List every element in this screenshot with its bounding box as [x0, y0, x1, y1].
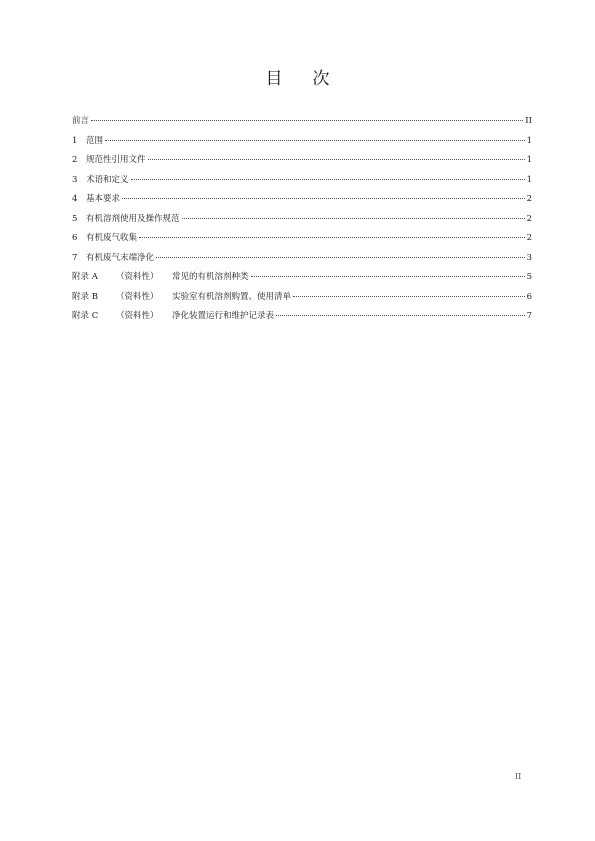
dot-leader: [276, 315, 525, 316]
toc-entry-3[interactable]: [72, 171, 532, 191]
toc-entry-page: 2: [526, 233, 532, 243]
toc-entry-number: 4: [72, 194, 78, 204]
toc-entry-number: 6: [72, 233, 78, 243]
toc-appendix-category: （资料性）: [116, 311, 159, 321]
toc-entry-number: 2: [72, 155, 78, 165]
toc-entry-1[interactable]: [72, 132, 532, 152]
toc-entry-4[interactable]: [72, 190, 532, 210]
toc-entry-label: 净化装置运行和维护记录表: [172, 311, 275, 321]
toc-entry-preface[interactable]: [72, 112, 532, 132]
dot-leader: [131, 179, 525, 180]
toc-entry-page: 5: [526, 272, 532, 282]
toc-entry-appendix-b[interactable]: [72, 288, 532, 308]
toc-entry-number: 3: [72, 174, 78, 185]
dot-leader: [122, 198, 525, 199]
table-of-contents: [72, 112, 532, 327]
toc-appendix-id: 附录 B: [72, 291, 98, 302]
toc-entry-page: 1: [526, 174, 532, 185]
dot-leader: [91, 120, 523, 121]
toc-entry-label: 基本要求: [86, 194, 121, 204]
toc-entry-page: 2: [526, 213, 532, 224]
toc-entry-label: 前言: [72, 116, 90, 126]
toc-entry-appendix-c[interactable]: [72, 307, 532, 327]
toc-entry-number: 7: [72, 252, 78, 263]
toc-appendix-id: 附录 A: [72, 272, 98, 282]
dot-leader: [293, 296, 525, 297]
toc-entry-5[interactable]: [72, 210, 532, 230]
toc-appendix-id: 附录 C: [72, 311, 99, 321]
dot-leader: [105, 140, 525, 141]
page-number: II: [515, 772, 522, 781]
toc-entry-appendix-a[interactable]: [72, 268, 532, 288]
dot-leader: [251, 276, 525, 277]
toc-entry-page: 1: [526, 135, 532, 146]
toc-entry-label: 范围: [86, 135, 104, 146]
toc-entry-label: 有机废气末端净化: [86, 252, 155, 263]
dot-leader: [139, 237, 525, 238]
toc-entry-label: 有机废气收集: [86, 233, 138, 243]
dot-leader: [156, 257, 525, 258]
toc-entry-label: 有机溶剂使用及操作规范: [86, 213, 180, 224]
toc-entry-number: 1: [72, 135, 78, 146]
toc-entry-label: 实验室有机溶剂购置、使用清单: [172, 291, 292, 302]
page-title: 目次: [265, 69, 360, 89]
toc-entry-label: 规范性引用文件: [86, 155, 146, 165]
toc-appendix-category: （资料性）: [116, 272, 159, 282]
toc-appendix-category: （资料性）: [116, 291, 159, 302]
toc-entry-page: II: [525, 116, 532, 126]
toc-entry-page: 6: [526, 291, 532, 302]
toc-entry-label: 常见的有机溶剂种类: [172, 272, 249, 282]
toc-entry-2[interactable]: [72, 151, 532, 171]
toc-entry-page: 7: [526, 311, 532, 321]
toc-entry-page: 2: [526, 194, 532, 204]
dot-leader: [148, 159, 525, 160]
toc-entry-6[interactable]: [72, 229, 532, 249]
toc-entry-number: 5: [72, 213, 78, 224]
toc-entry-page: 1: [526, 155, 532, 165]
toc-entry-page: 3: [526, 252, 532, 263]
toc-entry-label: 术语和定义: [86, 174, 129, 185]
dot-leader: [182, 218, 525, 219]
toc-entry-7[interactable]: [72, 249, 532, 269]
